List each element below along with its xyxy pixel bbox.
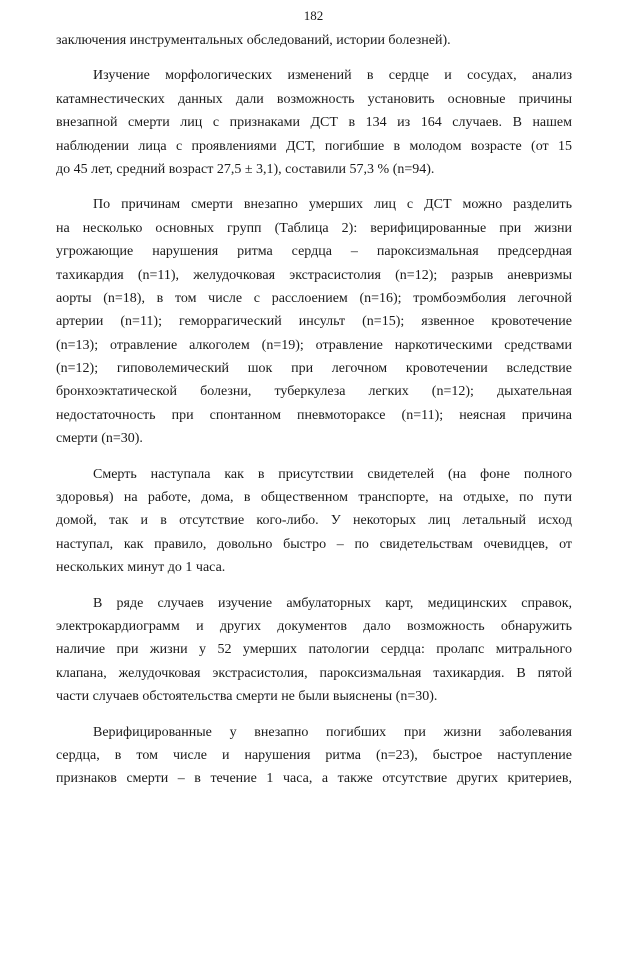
text-line: домой, так и в отсутствие кого-либо. У некоторых лиц летальный исход [56, 513, 572, 529]
text-line: Изучение морфологических изменений в сердце и сосудах, анализ [93, 68, 572, 84]
text-line: внезапной смерти лиц с признаками ДСТ в 134 из 164 случаев. В нашем [56, 115, 572, 131]
text-line: В ряде случаев изучение амбулаторных карт, медицинских справок, [93, 595, 572, 611]
text-line: заключения инструментальных обследований, истории болезней). [56, 33, 451, 48]
page-number: 182 [303, 8, 324, 23]
text-line: аорты (n=18), в том числе с расслоением (n=16); тромбоэмболия легочной [56, 290, 572, 306]
text-line: признаков смерти – в течение 1 часа, а также отсутствие других критериев, [56, 771, 572, 787]
text-line: электрокардиограмм и других документов дало возможность обнаружить [56, 618, 572, 634]
text-line: (n=12); гиповолемический шок при легочном кровотечении вследствие [56, 361, 572, 377]
text-line: наблюдении лица с проявлениями ДСТ, погибшие в молодом возрасте (от 15 [56, 138, 572, 154]
text-line: нескольких минут до 1 часа. [56, 560, 226, 576]
text-line: По причинам смерти внезапно умерших лиц с ДСТ можно разделить [93, 197, 572, 213]
text-line: катамнестических данных дали возможность установить основные причины [56, 91, 572, 107]
text-line: артерии (n=11); геморрагический инсульт (n=15); язвенное кровотечение [56, 314, 572, 330]
paragraph [56, 592, 572, 709]
text-line: сердца, в том числе и нарушения ритма (n=23), быстрое наступление [56, 747, 572, 763]
paragraph [56, 721, 572, 791]
text-line: угрожающие нарушения ритма сердца – пароксизмальная предсердная [56, 244, 572, 260]
text-line: Верифицированные у внезапно погибших при жизни заболевания [93, 724, 572, 740]
text-line: части случаев обстоятельства смерти не были выяснены (n=30). [56, 689, 438, 705]
text-line: Смерть наступала как в присутствии свидетелей (на фоне полного [93, 466, 572, 482]
text-line: клапана, желудочковая экстрасистолия, пароксизмальная тахикардия. В пятой [56, 665, 572, 681]
text-line: здоровья) на работе, дома, в общественном транспорте, на отдыхе, по пути [56, 490, 572, 506]
paragraph [56, 64, 572, 181]
text-line: бронхоэктатической болезни, туберкулеза легких (n=12); дыхательная [56, 384, 572, 400]
text-line: наличие при жизни у 52 умерших патологии сердца: пролапс митрального [56, 642, 572, 658]
text-line: смерти (n=30). [56, 431, 143, 447]
body-text [56, 29, 572, 791]
paragraph [56, 193, 572, 450]
text-line: (n=13); отравление алкоголем (n=19); отравление наркотическими средствами [56, 337, 572, 353]
paragraph [56, 29, 572, 52]
text-line: тахикардия (n=11), желудочковая экстрасистолия (n=12); разрыв аневризмы [56, 267, 572, 283]
text-line: до 45 лет, средний возраст 27,5 ± 3,1), составили 57,3 % (n=94). [56, 161, 435, 177]
text-line: на несколько основных групп (Таблица 2): верифицированные при жизни [56, 220, 572, 236]
text-line: наступал, как правило, довольно быстро – по свидетельствам очевидцев, от [56, 536, 572, 552]
paragraph [56, 463, 572, 580]
text-line: недостаточность при спонтанном пневмотораксе (n=11); неясная причина [56, 407, 572, 423]
